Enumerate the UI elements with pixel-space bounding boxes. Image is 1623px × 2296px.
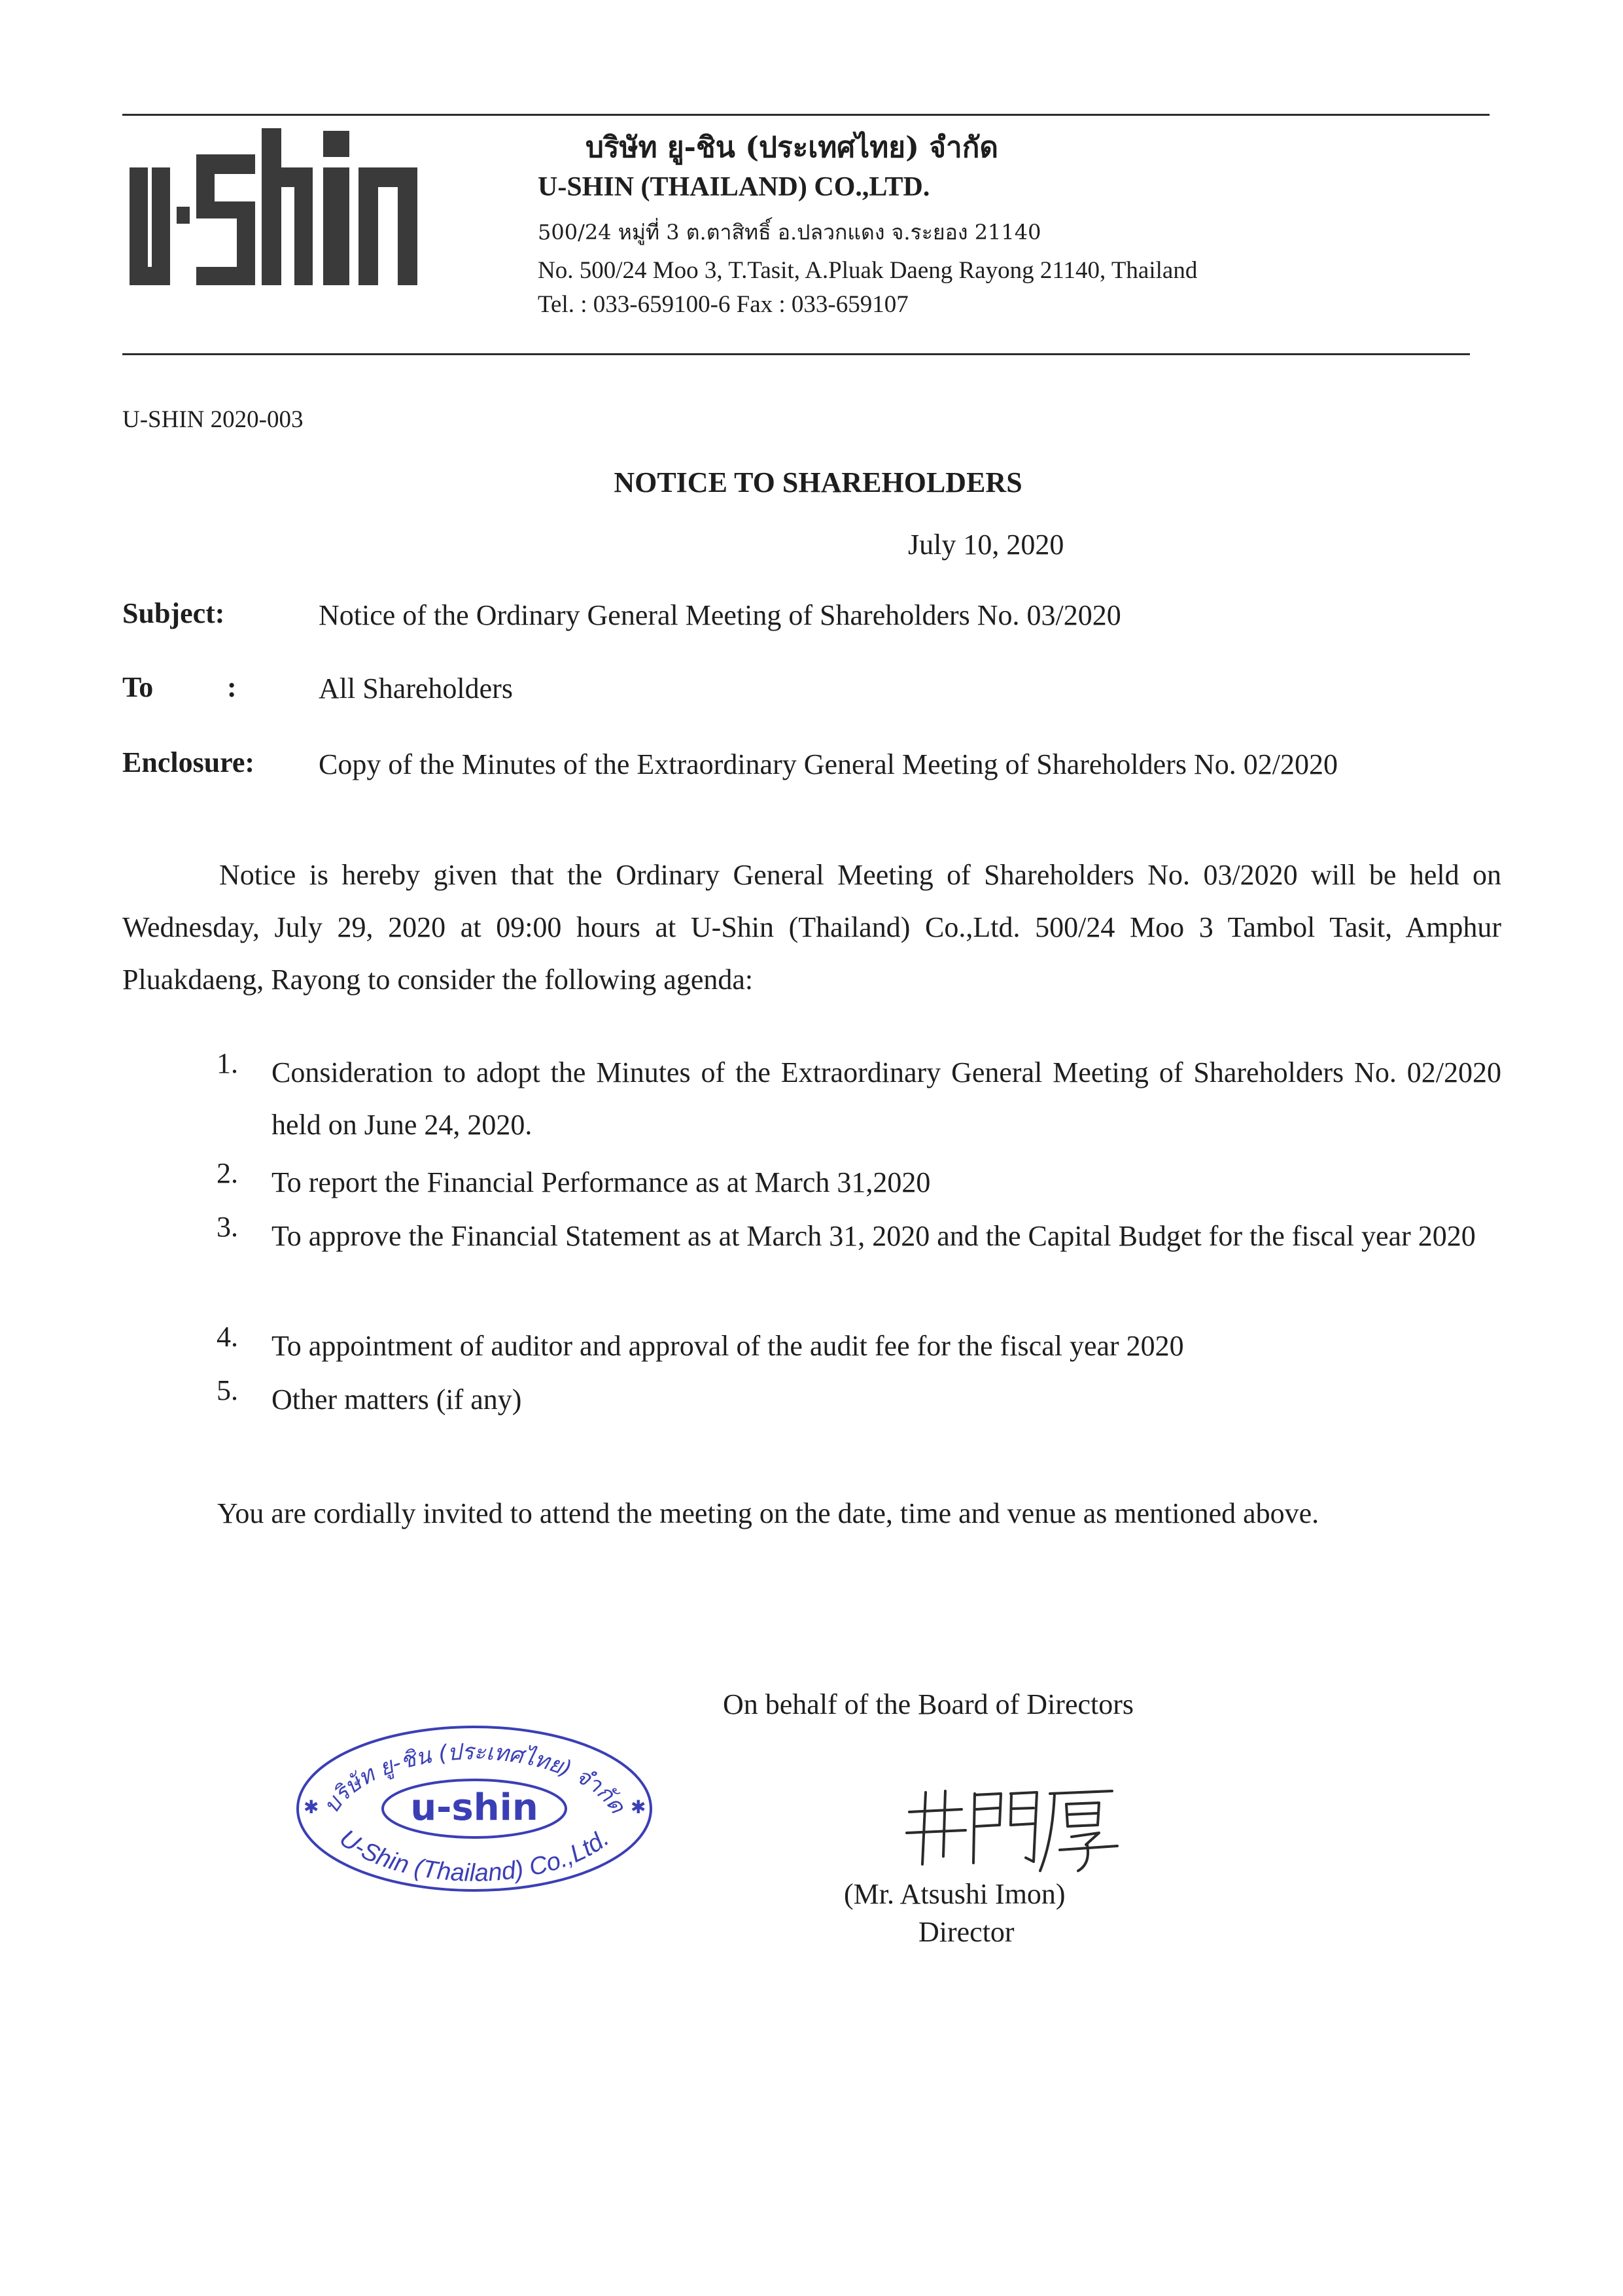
agenda-item-text: To appointment of auditor and approval of the audit fee for the fiscal year 2020 — [271, 1330, 1184, 1362]
subject-value: Notice of the Ordinary General Meeting of Shareholders No. 03/2020 — [319, 599, 1121, 631]
letterhead-top-rule — [122, 114, 1490, 116]
svg-text:u-shin: u-shin — [410, 1786, 538, 1829]
company-seal-stamp — [288, 1720, 661, 1897]
document-title-text: NOTICE TO SHAREHOLDERS — [614, 466, 1022, 498]
document-date: July 10, 2020 — [908, 529, 1064, 561]
enclosure-value: Copy of the Minutes of the Extraordinary General Meeting of Shareholders No. 02/2020 — [319, 748, 1338, 780]
intro-paragraph: Notice is hereby given that the Ordinary General Meeting of Shareholders No. 03/2020 will be held on Wednesday, July 29, 2020 at 09:00 hours at U-Shin (Thailand) Co.,Ltd. 500/24 Moo 3 Tambol Tasit, Amphur Pluakdaeng, Rayong to consider the following agenda: — [122, 859, 1501, 996]
svg-text:✱: ✱ — [631, 1796, 646, 1818]
address-english: No. 500/24 Moo 3, T.Tasit, A.Pluak Daeng Rayong 21140, Thailand — [538, 257, 1198, 284]
invitation-text: You are cordially invited to attend the meeting on the date, time and venue as mentioned above. — [217, 1497, 1319, 1529]
agenda-item-text: Other matters (if any) — [271, 1383, 522, 1416]
u-shin-logo — [130, 128, 496, 285]
letterhead-bottom-rule — [122, 353, 1470, 355]
handwritten-signature — [903, 1779, 1119, 1877]
svg-text:✱: ✱ — [304, 1796, 319, 1818]
agenda-item-number: 1. — [217, 1047, 238, 1079]
agenda-item-number: 3. — [217, 1211, 238, 1243]
svg-text:U-Shin (Thailand) Co.,Ltd.: U-Shin (Thailand) Co.,Ltd. — [334, 1824, 614, 1887]
on-behalf-text: On behalf of the Board of Directors — [723, 1688, 1134, 1720]
enclosure-label: Enclosure: — [122, 746, 255, 778]
agenda-item-text: Consideration to adopt the Minutes of the Extraordinary General Meeting of Shareholders No. 02/2020 held on June 24, 2020. — [271, 1056, 1501, 1141]
address-thai: 500/24 หมู่ที่ 3 ต.ตาสิทธิ์ อ.ปลวกแดง จ.ระยอง 21140 — [538, 220, 1041, 245]
agenda-item-number: 4. — [217, 1321, 238, 1353]
subject-label: Subject: — [122, 597, 225, 629]
signatory-position: Director — [918, 1916, 1015, 1948]
document-reference: U-SHIN 2020-003 — [122, 406, 304, 433]
svg-text:บริษัท ยู-ชิน (ประเทศไทย) จำกั: บริษัท ยู-ชิน (ประเทศไทย) จำกัด — [318, 1739, 631, 1818]
company-name-thai: บริษัท ยู-ชิน (ประเทศไทย) จำกัด — [585, 131, 998, 164]
agenda-item-text: To report the Financial Performance as at March 31,2020 — [271, 1166, 931, 1198]
agenda-item-text: To approve the Financial Statement as at March 31, 2020 and the Capital Budget for the fiscal year 2020 — [271, 1220, 1476, 1252]
company-name-english: U-SHIN (THAILAND) CO.,LTD. — [538, 172, 930, 202]
to-value: All Shareholders — [319, 672, 513, 704]
contact-numbers: Tel. : 033-659100-6 Fax : 033-659107 — [538, 291, 909, 318]
document-title — [0, 466, 1623, 499]
signatory-name: (Mr. Atsushi Imon) — [844, 1878, 1066, 1910]
agenda-item-number: 2. — [217, 1157, 238, 1189]
to-label: To — [122, 671, 154, 703]
agenda-item-number: 5. — [217, 1374, 238, 1406]
to-colon: : — [227, 671, 237, 703]
